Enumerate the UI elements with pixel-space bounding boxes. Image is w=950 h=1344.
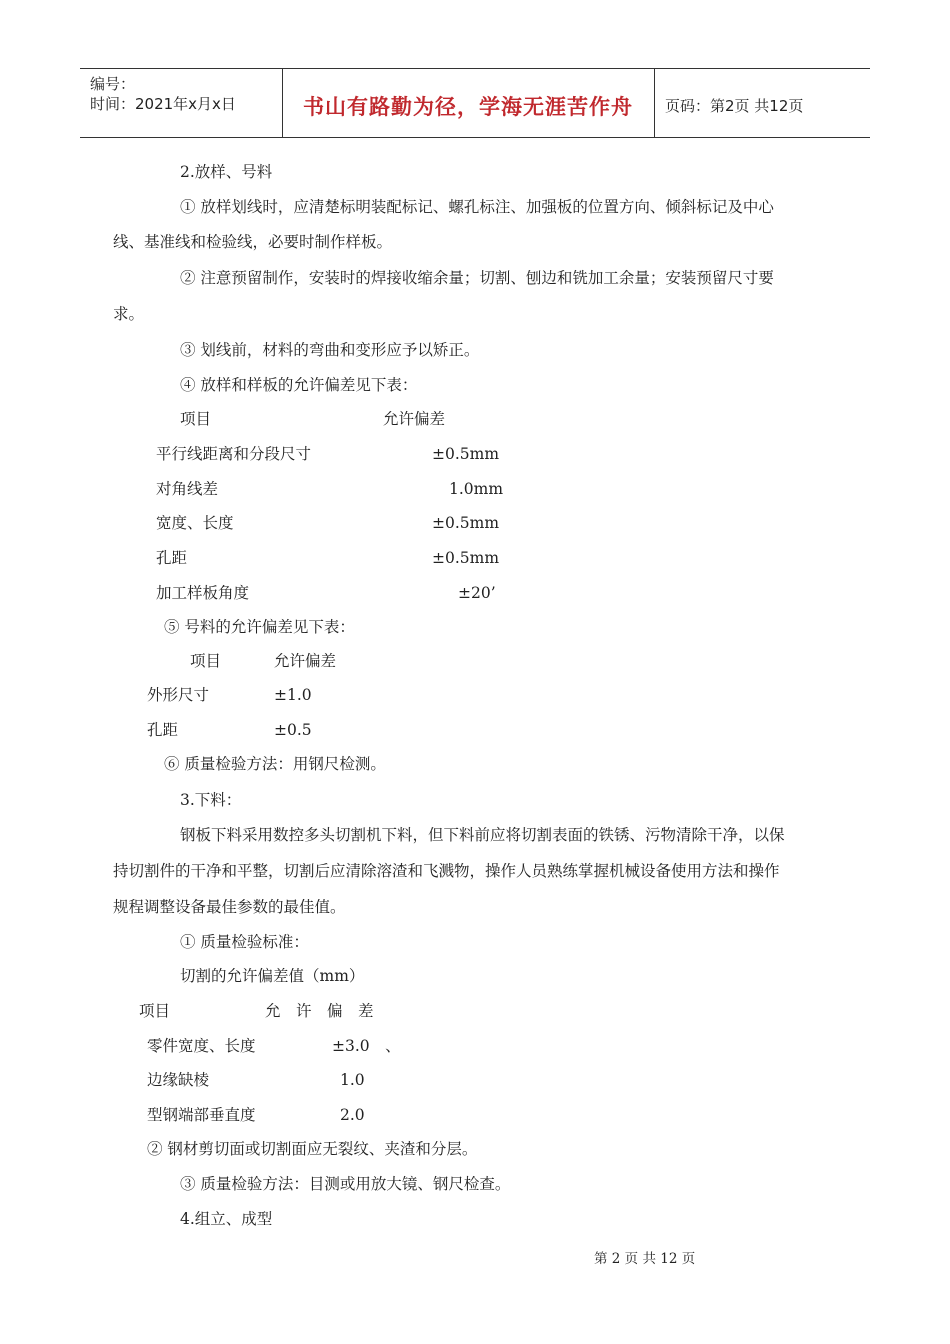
table-row-item: 零件宽度、长度 xyxy=(147,1037,256,1055)
page-footer: 第 2 页 共 12 页 xyxy=(594,1251,696,1267)
section-heading: 2.放样、号料 xyxy=(180,163,273,181)
table-header-item: 项目 xyxy=(190,652,222,670)
paragraph: ⑥ 质量检验方法：用钢尺检测。 xyxy=(164,755,386,773)
table-header-item: 项目 xyxy=(139,1002,171,1020)
paragraph: ④ 放样和样板的允许偏差见下表： xyxy=(180,376,418,394)
paragraph: ③ 质量检验方法：目测或用放大镜、钢尺检查。 xyxy=(180,1175,511,1193)
paragraph: ② 注意预留制作，安装时的焊接收缩余量；切割、刨边和铣加工余量；安装预留尺寸要 xyxy=(180,269,774,287)
table-header-tolerance: 允 许 偏 差 xyxy=(265,1002,374,1020)
motto-text: 书山有路勤为径，学海无涯苦作舟 xyxy=(303,95,633,119)
paragraph: 规程调整设备最佳参数的最佳值。 xyxy=(113,898,346,916)
table-row-tolerance: ±1.0 xyxy=(274,686,312,704)
table-row-tolerance: ±0.5 xyxy=(274,721,312,739)
header-page-label: 页码：第2页 共12页 xyxy=(665,97,804,115)
table-row-item: 平行线距离和分段尺寸 xyxy=(156,445,312,463)
paragraph: ① 质量检验标准： xyxy=(180,933,309,951)
paragraph: 持切割件的干净和平整，切割后应清除溶渣和飞溅物，操作人员熟练掌握机械设备使用方法和操作 xyxy=(113,862,780,880)
table-row-tolerance: ±0.5mm xyxy=(432,445,500,463)
table-header-tolerance: 允许偏差 xyxy=(274,652,337,670)
header-table xyxy=(80,68,870,138)
table-caption: 切割的允许偏差值（mm） xyxy=(180,967,365,985)
table-row-item: 宽度、长度 xyxy=(156,514,234,532)
paragraph: ① 放样划线时，应清楚标明装配标记、螺孔标注、加强板的位置方向、倾斜标记及中心 xyxy=(180,198,774,216)
table-header-item: 项目 xyxy=(180,410,212,428)
table-row-tolerance: 2.0 xyxy=(340,1106,365,1124)
document-time-label: 时间：2021年x月x日 xyxy=(90,95,236,113)
paragraph: ⑤ 号料的允许偏差见下表： xyxy=(164,618,355,636)
paragraph: ② 钢材剪切面或切割面应无裂纹、夹渣和分层。 xyxy=(147,1140,478,1158)
header-page-cell xyxy=(655,69,870,137)
table-row-tolerance: ±0.5mm xyxy=(432,514,500,532)
paragraph: 钢板下料采用数控多头切割机下料，但下料前应将切割表面的铁锈、污物清除干净，以保 xyxy=(180,826,785,844)
table-row-tolerance: ±0.5mm xyxy=(432,549,500,567)
table-row-item: 外形尺寸 xyxy=(147,686,210,704)
header-motto-cell xyxy=(282,69,655,137)
table-row-tolerance: 1.0mm xyxy=(449,480,504,498)
document-number-label: 编号： xyxy=(90,75,136,93)
table-header-tolerance: 允许偏差 xyxy=(383,410,446,428)
section-heading: 3.下料： xyxy=(180,791,242,809)
table-row-item: 对角线差 xyxy=(156,480,219,498)
paragraph: 求。 xyxy=(113,305,145,323)
table-row-item: 孔距 xyxy=(147,721,179,739)
table-row-item: 加工样板角度 xyxy=(156,584,250,602)
table-row-item: 孔距 xyxy=(156,549,188,567)
section-heading: 4.组立、成型 xyxy=(180,1210,273,1228)
table-row-tolerance: ±3.0 、 xyxy=(332,1037,401,1055)
header-meta-cell xyxy=(80,69,283,137)
table-row-item: 边缘缺棱 xyxy=(147,1071,210,1089)
table-row-item: 型钢端部垂直度 xyxy=(147,1106,256,1124)
table-row-tolerance: ±20’ xyxy=(458,584,496,602)
paragraph: ③ 划线前，材料的弯曲和变形应予以矫正。 xyxy=(180,341,480,359)
paragraph: 线、基准线和检验线，必要时制作样板。 xyxy=(113,233,393,251)
table-row-tolerance: 1.0 xyxy=(340,1071,365,1089)
